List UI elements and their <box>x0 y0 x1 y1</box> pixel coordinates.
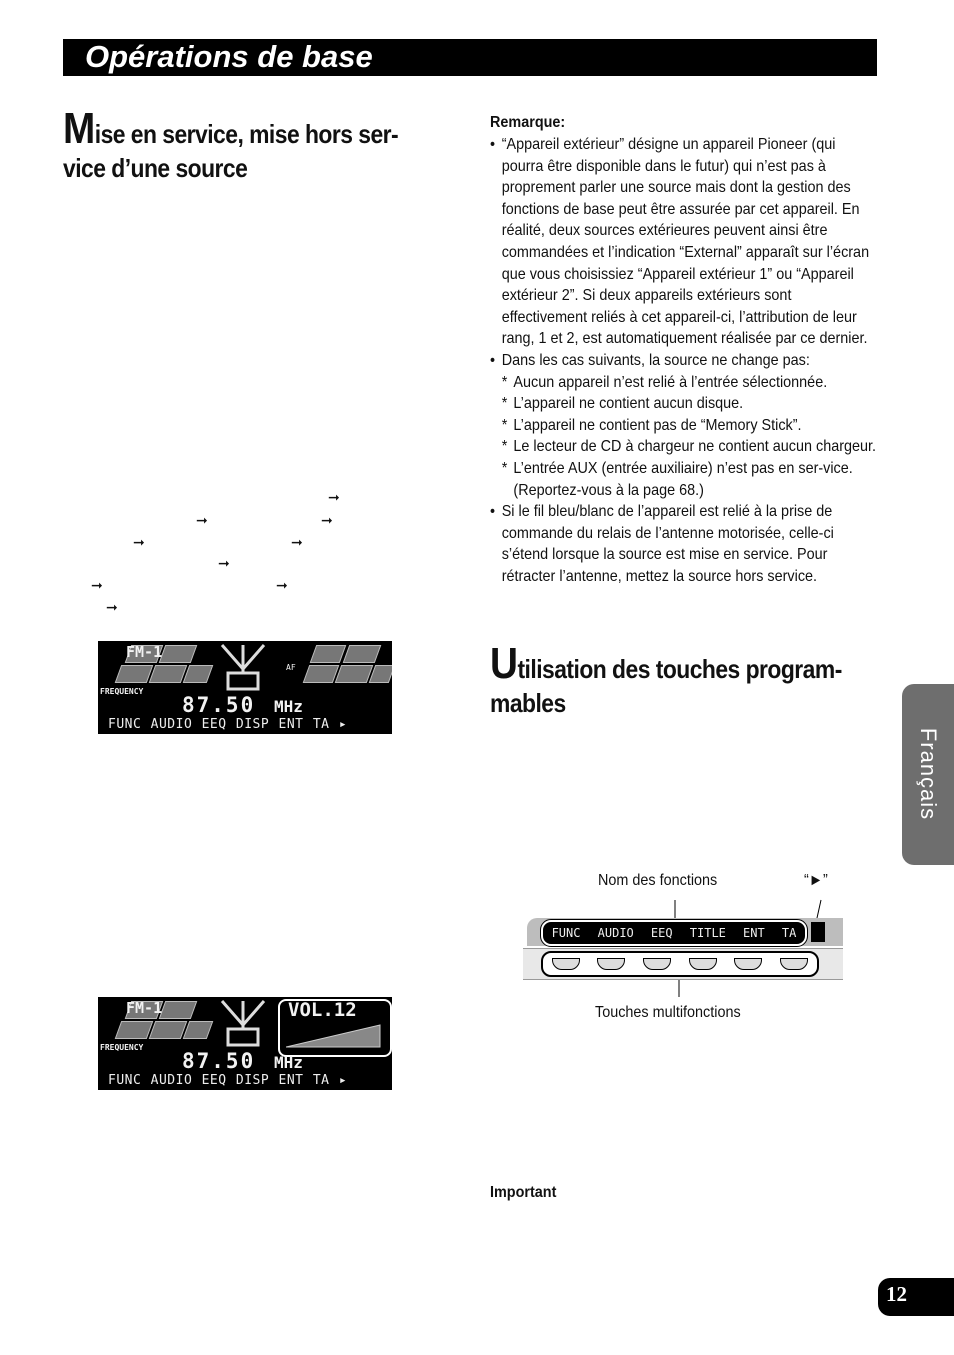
note-item <box>490 350 877 501</box>
multifunction-key[interactable] <box>552 958 580 970</box>
multifunction-key[interactable] <box>597 958 625 970</box>
frequency-value: 87.50 <box>182 1049 256 1073</box>
page-number-badge <box>878 1278 954 1316</box>
note-item: • Si le fil bleu/blanc de l’appareil est relié à la prise de commande du relais de l’antenne motorisée, celle-ci s’étend lorsque la source est mise en service. Pour rétracter l’antenne, mettez la source hors service. <box>490 501 877 587</box>
arrow-icon: ➞ <box>91 577 103 593</box>
af-indicator: AF <box>286 663 296 672</box>
arrow-icon: ➞ <box>328 489 340 505</box>
section-heading-power <box>63 104 399 185</box>
multifunction-key[interactable] <box>689 958 717 970</box>
antenna-icon <box>218 999 268 1049</box>
header-title: Opérations de base <box>85 39 373 74</box>
arrow-icon: ➞ <box>106 599 118 615</box>
softkey-label: ENT <box>743 926 765 940</box>
arrow-icon: ➞ <box>321 512 333 528</box>
frequency-unit: MHz <box>274 697 303 716</box>
softkey-label: TITLE <box>689 926 726 940</box>
softkey-labels: FUNC AUDIO EEQ DISP ENT TA ▸ <box>108 1073 348 1088</box>
sub-item: * Le lecteur de CD à chargeur ne contient aucun chargeur. <box>502 436 877 458</box>
frequency-caption: FREQUENCY <box>100 687 144 696</box>
heading-line2: vice d’une source <box>63 153 248 183</box>
arrow-label: “►” <box>804 872 828 889</box>
softkey-panel <box>523 918 843 982</box>
softkey-label: FUNC <box>551 926 581 940</box>
softkey-label: AUDIO <box>597 926 634 940</box>
frequency-unit: MHz <box>274 1053 303 1072</box>
antenna-icon <box>218 643 268 693</box>
band-label: FM-1 <box>126 999 163 1017</box>
important-heading: Important <box>490 1184 557 1201</box>
volume-bar-icon <box>286 1023 382 1049</box>
arrow-icon: ➞ <box>291 534 303 550</box>
function-names-label: Nom des fonctions <box>598 872 718 889</box>
note-item: • “Appareil extérieur” désigne un appareil Pioneer (qui pourra être disponible dans le futur) qui n’est pas à proprement parler une source mais dont la gestion des fonctions de base peut être assurée par cet appareil. En réalité, deux sources extérieures peuvent ainsi être commandées et l’indication “External” apparaît sur l’écran que vous choisissiez “Appareil extérieur 1” ou “Appareil extérieur 2”. Si deux appareils extérieurs sont effectivement reliés à cet appareil-ci, l’attribution de leur rang, 1 et 2, est automatiquement réalisée par ce dernier. <box>490 134 877 350</box>
sub-item: * L’appareil ne contient pas de “Memory Stick”. <box>502 415 877 437</box>
lcd-display-tuner <box>98 641 392 734</box>
sub-item: * L’entrée AUX (entrée auxiliaire) n’est pas en ser-vice. (Reportez-vous à la page 68.) <box>502 458 877 501</box>
softkey-labels: FUNC AUDIO EEQ DISP ENT TA ▸ <box>108 717 348 732</box>
arrow-icon: ➞ <box>133 534 145 550</box>
multifunction-key[interactable] <box>734 958 762 970</box>
multifunction-keys-label: Touches multifonctions <box>595 1004 741 1021</box>
lcd-display-volume <box>98 997 392 1090</box>
language-label: Français <box>916 727 941 821</box>
remarque-heading: Remarque: <box>490 114 566 131</box>
arrow-icon: ➞ <box>196 512 208 528</box>
header-banner <box>63 39 877 76</box>
frequency-caption: FREQUENCY <box>100 1043 144 1052</box>
heading-rest: tilisation des touches program- <box>517 654 842 684</box>
heading-line2: mables <box>490 688 566 718</box>
arrow-icon: ➞ <box>276 577 288 593</box>
heading-rest: ise en service, mise hors ser- <box>94 119 399 149</box>
multifunction-key[interactable] <box>643 958 671 970</box>
multifunction-key[interactable] <box>780 958 808 970</box>
heading-initial: U <box>490 639 518 688</box>
heading-initial: M <box>63 104 95 153</box>
sub-item: * Aucun appareil n’est relié à l’entrée sélectionnée. <box>502 372 877 394</box>
band-label: FM-1 <box>126 643 163 661</box>
arrow-icon: ➞ <box>218 555 230 571</box>
volume-label: VOL.12 <box>288 999 357 1021</box>
page-number: 12 <box>886 1282 907 1306</box>
softkey-label: EEQ <box>650 926 673 940</box>
multifunction-keys <box>541 951 819 977</box>
softkey-label-strip <box>541 920 807 946</box>
softkey-label: TA <box>781 926 797 940</box>
section-heading-softkeys <box>490 639 842 720</box>
language-tab <box>902 684 954 865</box>
arrow-indicator-icon <box>811 922 825 942</box>
sub-item: * L’appareil ne contient aucun disque. <box>502 393 877 415</box>
frequency-value: 87.50 <box>182 693 256 717</box>
remarque-notes <box>490 134 877 587</box>
note-text: Dans les cas suivants, la source ne change pas: <box>501 351 810 369</box>
